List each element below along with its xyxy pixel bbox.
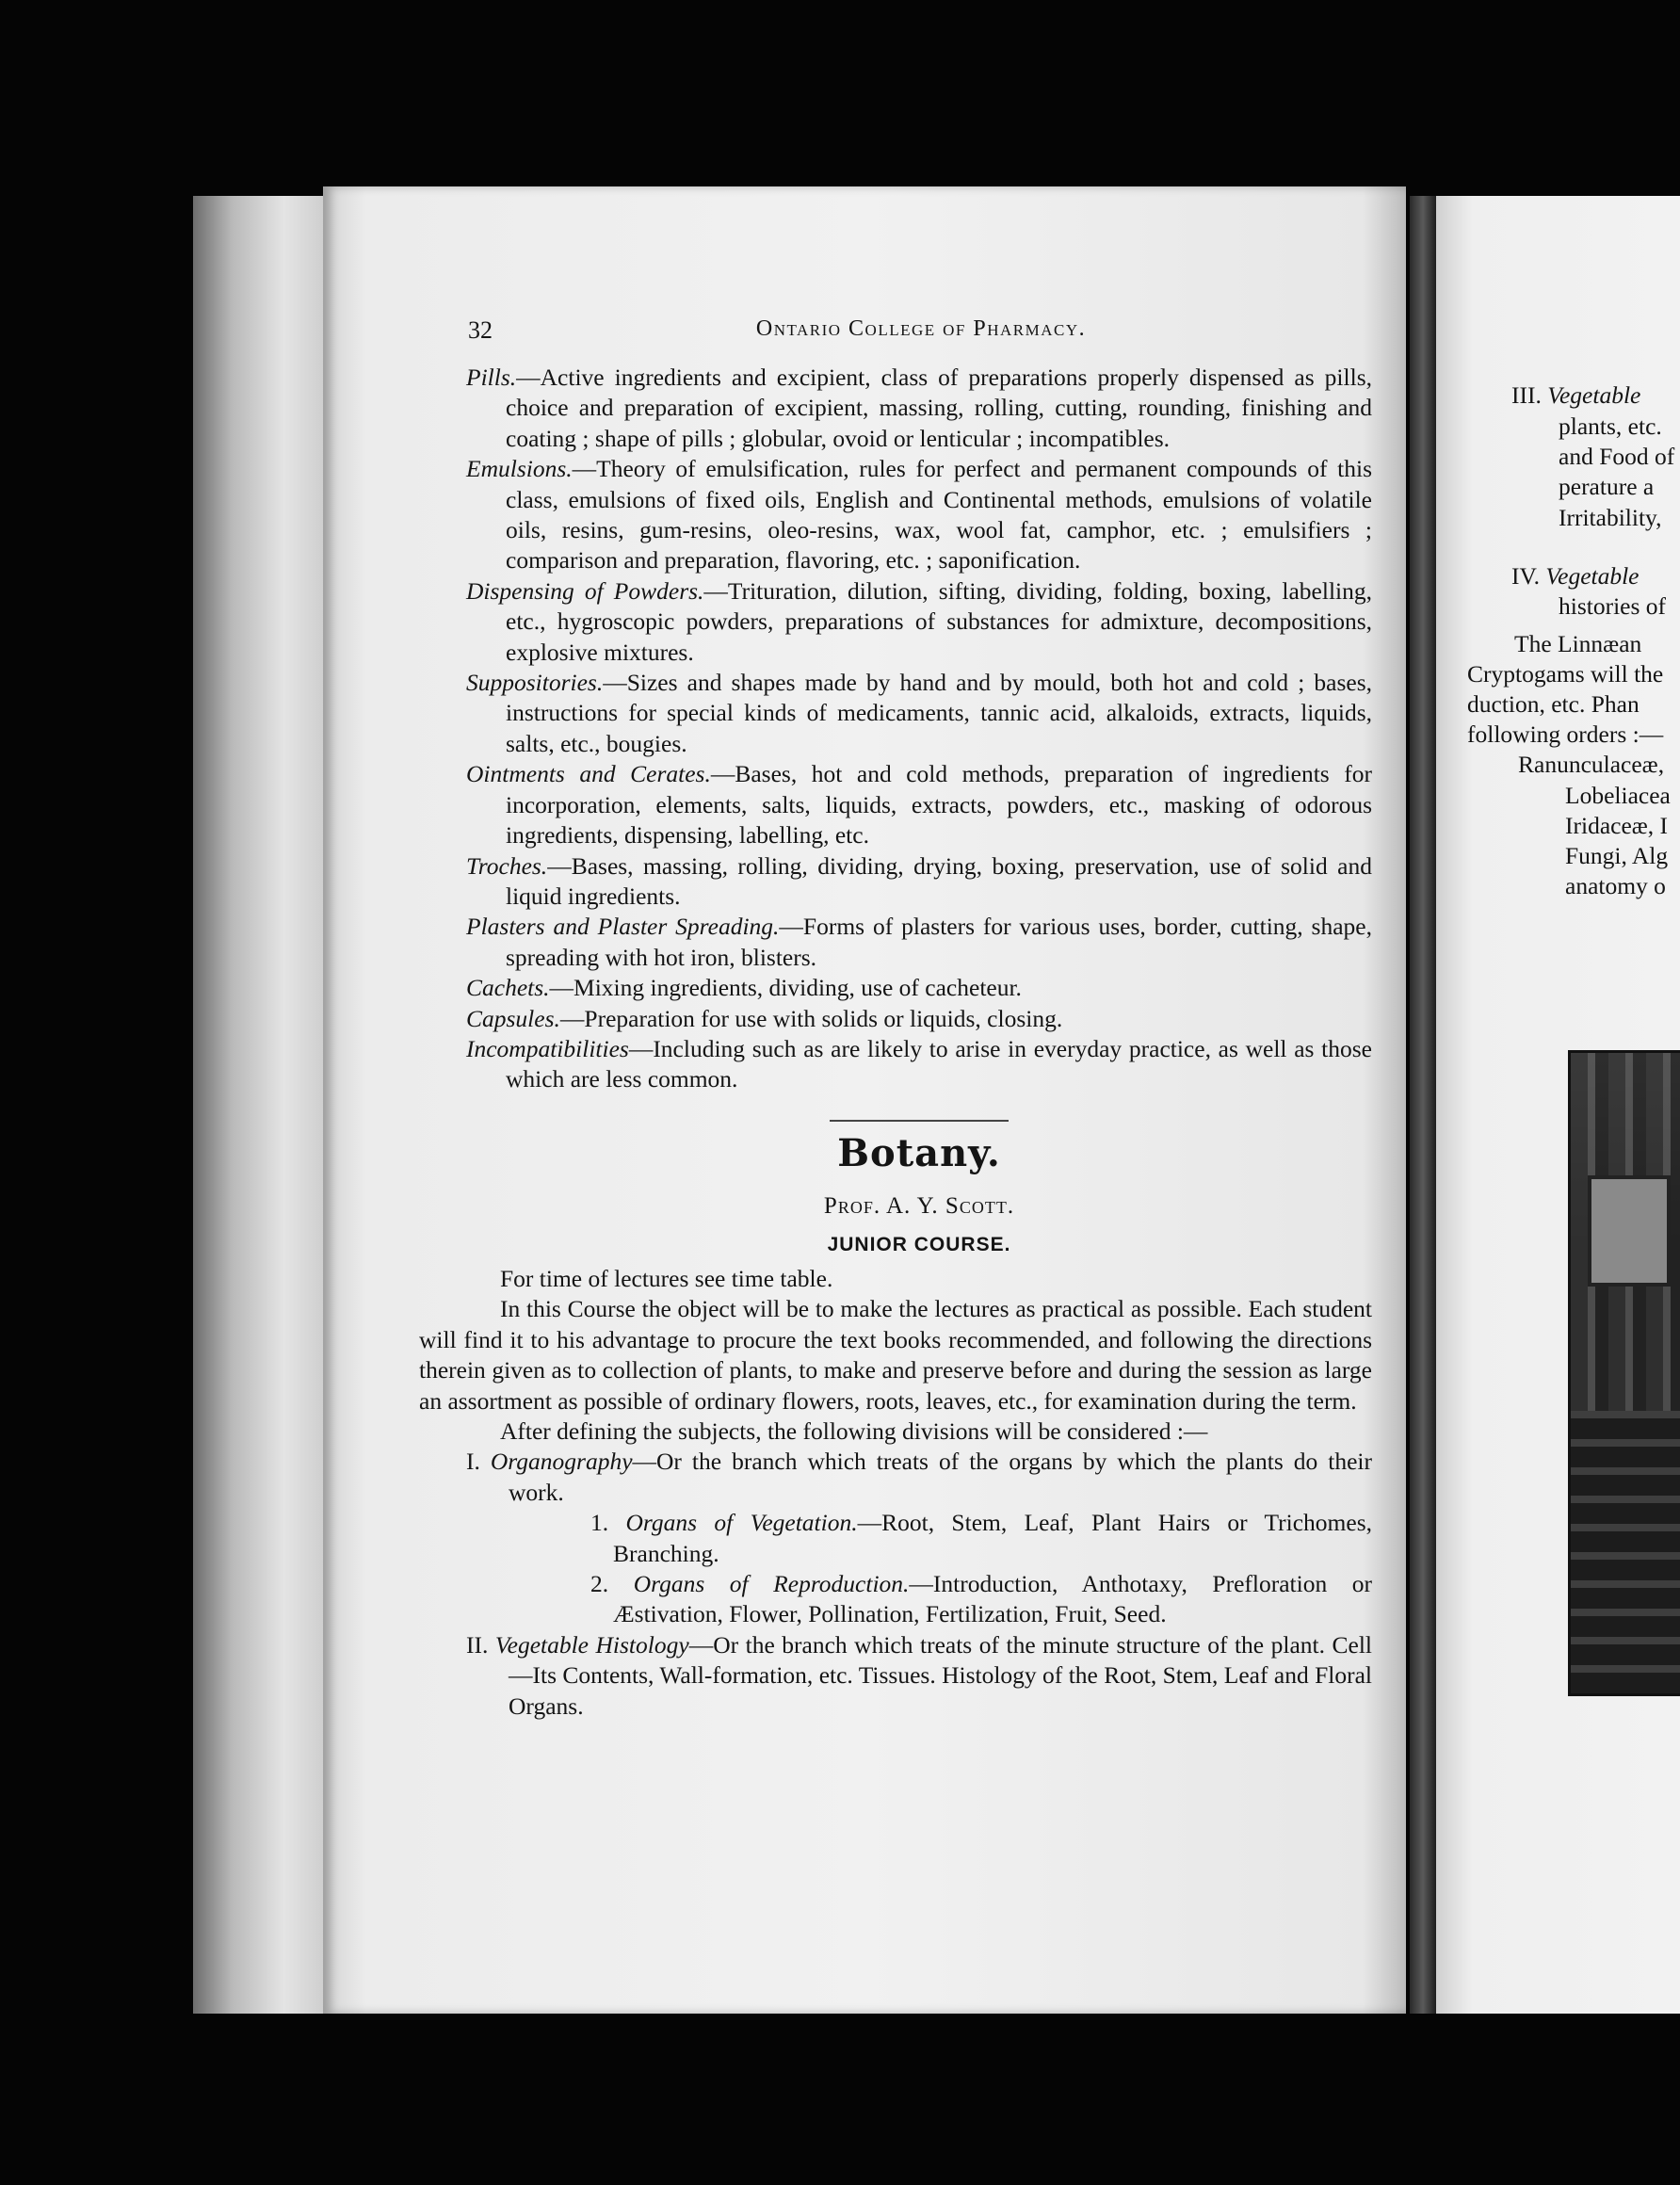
entry-term: Troches. (466, 851, 548, 880)
subdivision-text: —Root, Stem, Leaf, Plant Hairs or Trichomes, Branching. (613, 1509, 1373, 1567)
right-fragment: Ranunculaceæ, (1518, 751, 1665, 778)
right-fragment: perature a (1559, 473, 1655, 500)
right-fragment: following orders :— (1467, 720, 1664, 748)
paragraph-course-object: In this Course the object will be to make the lectures as practical as possible. Each student will find it to his advantage to procure the text books recommended, and following the directions therein given as to collection of plants, to make and preserve before and during the session as large an assortment as possible of ordinary flowers, roots, leaves, etc., for examination during the term. (419, 1295, 1372, 1415)
entry-capsules (466, 1004, 1372, 1034)
subdivision-term: Organs of Vegetation. (625, 1509, 858, 1537)
right-fragment (1511, 562, 1640, 591)
right-fragment: Irritability, (1559, 504, 1662, 531)
right-fragment: Iridaceæ, I (1565, 812, 1669, 839)
division-text: —Or the branch which treats of the minute structure of the plant. Cell—Its Contents, Wall-formation, etc. Tissues. Histology of the Root, Stem, Leaf and Floral Organs. (509, 1630, 1372, 1720)
right-fragment: Cryptogams will the (1467, 660, 1664, 688)
entry-text: —Bases, hot and cold methods, preparation of ingredients for incorporation, elements, salts, liquids, extracts, powders, etc., masking of odorous ingredients, dispensing, labelling, etc. (506, 760, 1372, 850)
running-title: Ontario College of Pharmacy. (755, 316, 1087, 341)
main-text (419, 363, 1373, 1722)
section-divider (830, 1120, 1009, 1122)
entry-text: —Forms of plasters for various uses, border, cutting, shape, spreading with hot iron, blisters. (506, 913, 1372, 971)
entry-term: Cachets. (466, 974, 550, 1002)
subdivision-text: —Introduction, Anthotaxy, Prefloration or Æstivation, Flower, Pollination, Fertilization, Fruit, Seed. (613, 1570, 1373, 1628)
division-text: —Or the branch which treats of the organs by which the plants do their work. (509, 1448, 1372, 1506)
entry-text: —Active ingredients and excipient, class of preparations properly dispensed as pills, choice and preparation of excipient, massing, rolling, cutting, rounding, finishing and coating ; shape of pills ; globular, ovoid or lenticular ; incompatibles. (506, 364, 1372, 452)
right-fragment: Lobeliacea (1565, 782, 1671, 809)
subdivision-reproduction (590, 1569, 1372, 1630)
entry-suppositories (466, 668, 1372, 759)
entry-plasters (466, 912, 1372, 973)
entry-term: Emulsions. (466, 455, 573, 483)
entry-term: Incompatibilities (466, 1034, 629, 1062)
paragraph-divisions-intro: After defining the subjects, the following divisions will be considered :— (500, 1417, 1208, 1445)
entry-text: —Mixing ingredients, dividing, use of cacheteur. (549, 974, 1022, 1002)
subdivision-number: 1. (590, 1509, 609, 1537)
photo-desks (1571, 1411, 1680, 1693)
entry-dispensing-powders (466, 576, 1372, 668)
subdivision-term: Organs of Reproduction. (633, 1570, 910, 1598)
photo-window (1588, 1175, 1671, 1287)
running-head (468, 316, 1374, 354)
right-fragment-term: Vegetable (1545, 562, 1640, 590)
entry-incompatibilities (466, 1034, 1372, 1095)
paragraph-time: For time of lectures see time table. (500, 1264, 833, 1292)
entry-term: Ointments and Cerates. (466, 760, 711, 788)
classroom-photograph (1568, 1050, 1680, 1696)
entry-text: —Sizes and shapes made by hand and by mould, both hot and cold ; bases, instructions for special kinds of medicaments, tannic acid, alkaloids, extracts, liquids, salts, etc., bougies. (506, 669, 1372, 757)
right-fragment-term: Vegetable (1547, 381, 1641, 409)
division-histology (466, 1630, 1372, 1722)
division-term: Organography (490, 1448, 633, 1476)
entry-pills (466, 363, 1372, 454)
entry-text: —Preparation for use with solids or liquids, closing. (559, 1004, 1063, 1032)
subdivision-vegetation (590, 1508, 1372, 1569)
entry-cachets (466, 973, 1372, 1003)
right-fragment: anatomy o (1565, 872, 1666, 899)
entry-term: Capsules. (466, 1004, 560, 1032)
section-title-botany: Botany. (837, 1130, 1001, 1175)
right-fragment: duction, etc. Phan (1467, 690, 1640, 718)
division-term: Vegetable Histology (494, 1630, 689, 1659)
entry-text: —Bases, massing, rolling, dividing, drying, boxing, preservation, use of solid and liquid ingredients. (506, 851, 1372, 910)
entry-ointments (466, 759, 1372, 850)
professor-name: Prof. A. Y. Scott. (823, 1193, 1015, 1220)
right-fragment: Fungi, Alg (1565, 842, 1669, 869)
page-number: 32 (468, 316, 493, 344)
right-fragment-number: IV. (1511, 562, 1546, 590)
book-gutter (1410, 196, 1436, 2014)
entry-text: —Including such as are likely to arise in everyday practice, as well as those which are less common. (506, 1034, 1372, 1093)
entry-term: Dispensing of Powders. (466, 576, 704, 605)
course-heading: JUNIOR COURSE. (827, 1233, 1011, 1255)
right-fragment (1511, 381, 1640, 410)
right-fragment: histories of (1559, 592, 1667, 620)
right-fragment: plants, etc. (1559, 413, 1662, 440)
entry-troches (466, 851, 1372, 913)
division-organography (466, 1447, 1372, 1508)
right-fragment: and Food of (1559, 443, 1675, 470)
entry-term: Plasters and Plaster Spreading. (466, 913, 780, 941)
entry-term: Suppositories. (466, 669, 604, 697)
subdivision-number: 2. (590, 1570, 609, 1598)
entry-text: —Theory of emulsification, rules for perfect and permanent compounds of this class, emulsions of fixed oils, English and Continental methods, emulsions of volatile oils, resins, gum-resins, oleo-resins, wax, wool fat, camphor, etc. ; emulsifiers ; comparison and preparation, flavoring, etc. ; saponification. (506, 455, 1372, 575)
division-number: II. (466, 1630, 489, 1659)
book-left-edge (193, 196, 325, 2014)
division-number: I. (466, 1448, 480, 1476)
entry-emulsions (466, 454, 1372, 576)
entry-text: —Trituration, dilution, sifting, dividing, folding, boxing, labelling, etc., hygroscopic powders, preparations of substances for admixture, decompositions, explosive mixtures. (506, 576, 1372, 666)
right-fragment-number: III. (1511, 381, 1548, 409)
entry-term: Pills. (466, 364, 517, 391)
right-fragment: The Linnæan (1514, 630, 1642, 657)
